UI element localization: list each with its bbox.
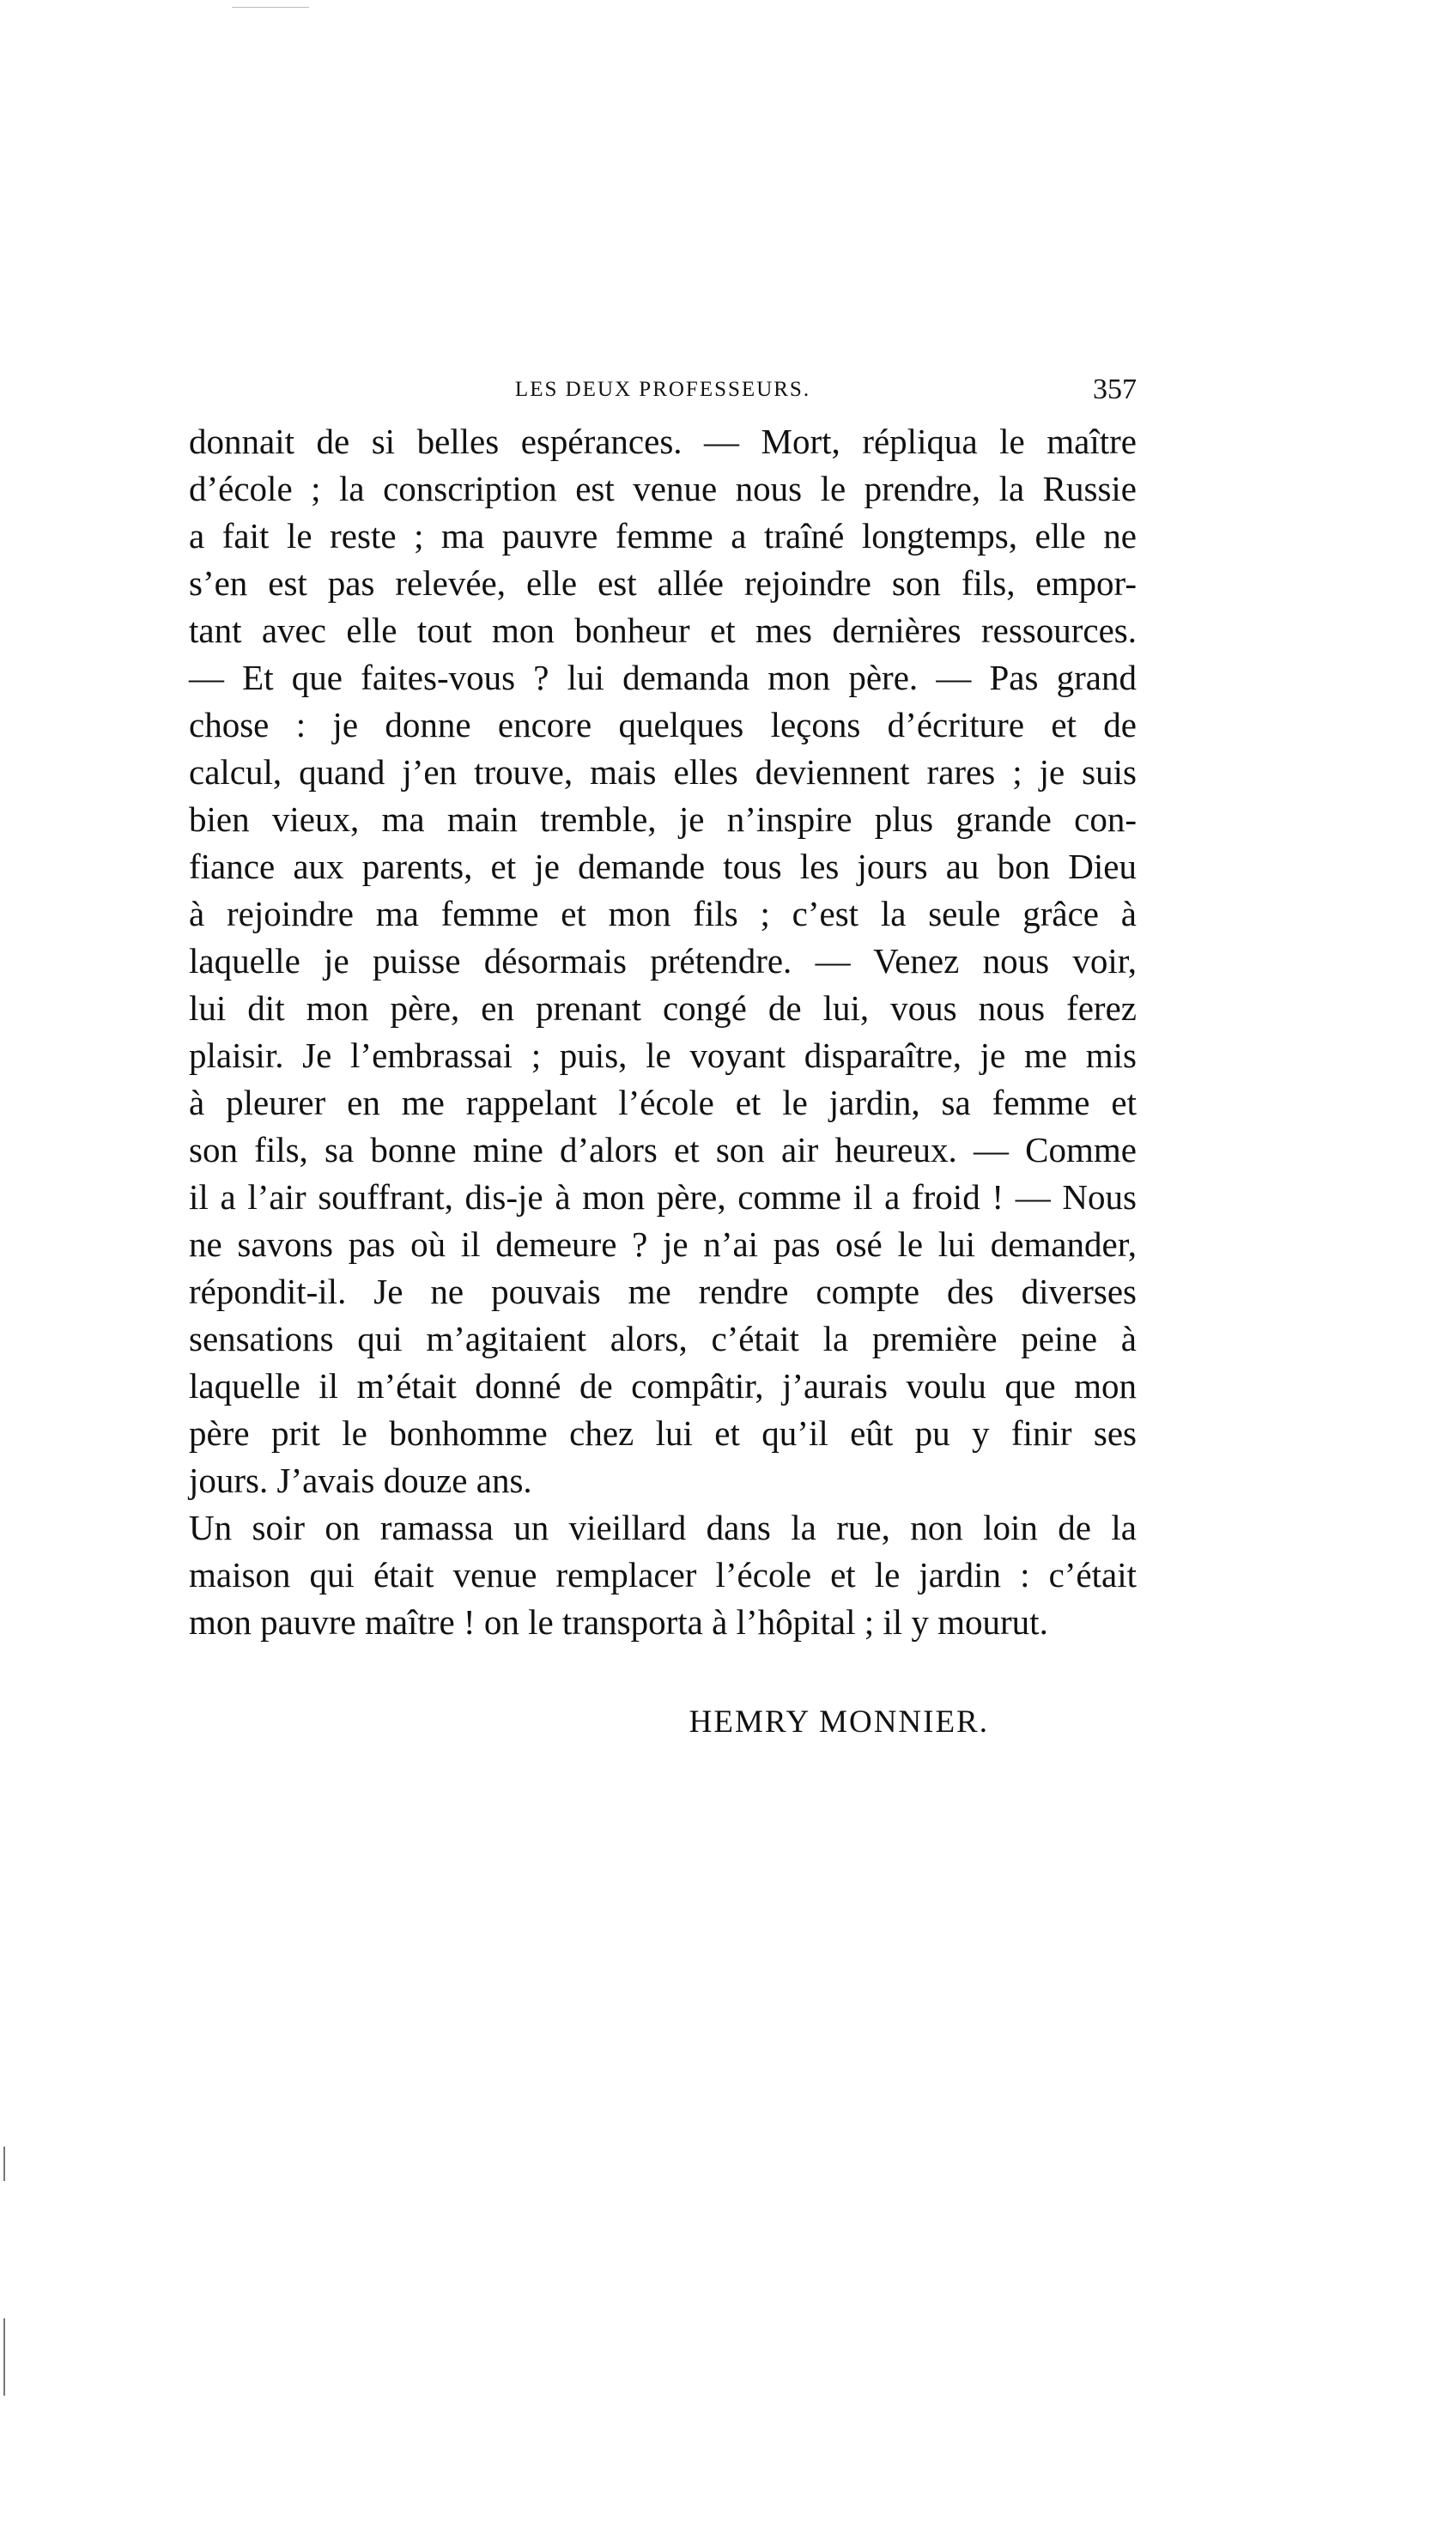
text-line: plaisir. Je l’embrassai ; puis, le voyant disparaître, je me mis [189, 1036, 1137, 1075]
text-line: laquelle il m’était donné de compâtir, j’aurais voulu que mon [189, 1366, 1137, 1406]
author-signature: HEMRY MONNIER. [689, 1704, 989, 1740]
page-header [189, 371, 1137, 409]
margin-mark [3, 2147, 5, 2181]
text-line: laquelle je puisse désormais prétendre. — Venez nous voir, [189, 941, 1137, 981]
paragraph-start-line: Un soir on ramassa un vieillard dans la rue, non loin de la [189, 1508, 1137, 1547]
text-line: son fils, sa bonne mine d’alors et son air heureux. — Comme [189, 1130, 1137, 1169]
margin-mark [3, 2318, 5, 2396]
text-line: s’en est pas relevée, elle est allée rejoindre son fils, empor- [189, 563, 1137, 603]
running-title: LES DEUX PROFESSEURS. [514, 378, 811, 401]
text-line: répondit-il. Je ne pouvais me rendre compte des diverses [189, 1272, 1137, 1311]
text-line: à pleurer en me rappelant l’école et le jardin, sa femme et [189, 1083, 1137, 1122]
text-line: à rejoindre ma femme et mon fils ; c’est la seule grâce à [189, 894, 1137, 933]
page-number: 357 [1093, 374, 1137, 405]
text-line: chose : je donne encore quelques leçons d’écriture et de [189, 705, 1137, 744]
text-line: fiance aux parents, et je demande tous les jours au bon Dieu [189, 847, 1137, 886]
text-line: — Et que faites-vous ? lui demanda mon père. — Pas grand [189, 658, 1137, 697]
text-line: calcul, quand j’en trouve, mais elles deviennent rares ; je suis [189, 752, 1137, 792]
text-line: bien vieux, ma main tremble, je n’inspire plus grande con- [189, 799, 1137, 839]
paragraph-end-line: jours. J’avais douze ans. [189, 1461, 532, 1500]
text-line: lui dit mon père, en prenant congé de lui, vous nous ferez [189, 988, 1137, 1028]
text-line: il a l’air souffrant, dis-je à mon père, comme il a froid ! — Nous [189, 1177, 1137, 1217]
text-line: d’école ; la conscription est venue nous le prendre, la Russie [189, 469, 1137, 508]
text-line: maison qui était venue remplacer l’école et le jardin : c’était [189, 1555, 1137, 1595]
text-line: ne savons pas où il demeure ? je n’ai pas osé le lui demander, [189, 1224, 1137, 1264]
text-line: tant avec elle tout mon bonheur et mes dernières ressources. [189, 610, 1137, 650]
body-text [189, 418, 1137, 1646]
text-line: sensations qui m’agitaient alors, c’était la première peine à [189, 1319, 1137, 1358]
paragraph-end-line: mon pauvre maître ! on le transporta à l’hôpital ; il y mourut. [189, 1602, 1048, 1642]
text-line: père prit le bonhomme chez lui et qu’il eût pu y finir ses [189, 1413, 1137, 1453]
text-line: a fait le reste ; ma pauvre femme a traîné longtemps, elle ne [189, 516, 1137, 556]
scan-mark [232, 7, 309, 8]
text-line: donnait de si belles espérances. — Mort, répliqua le maître [189, 422, 1137, 461]
